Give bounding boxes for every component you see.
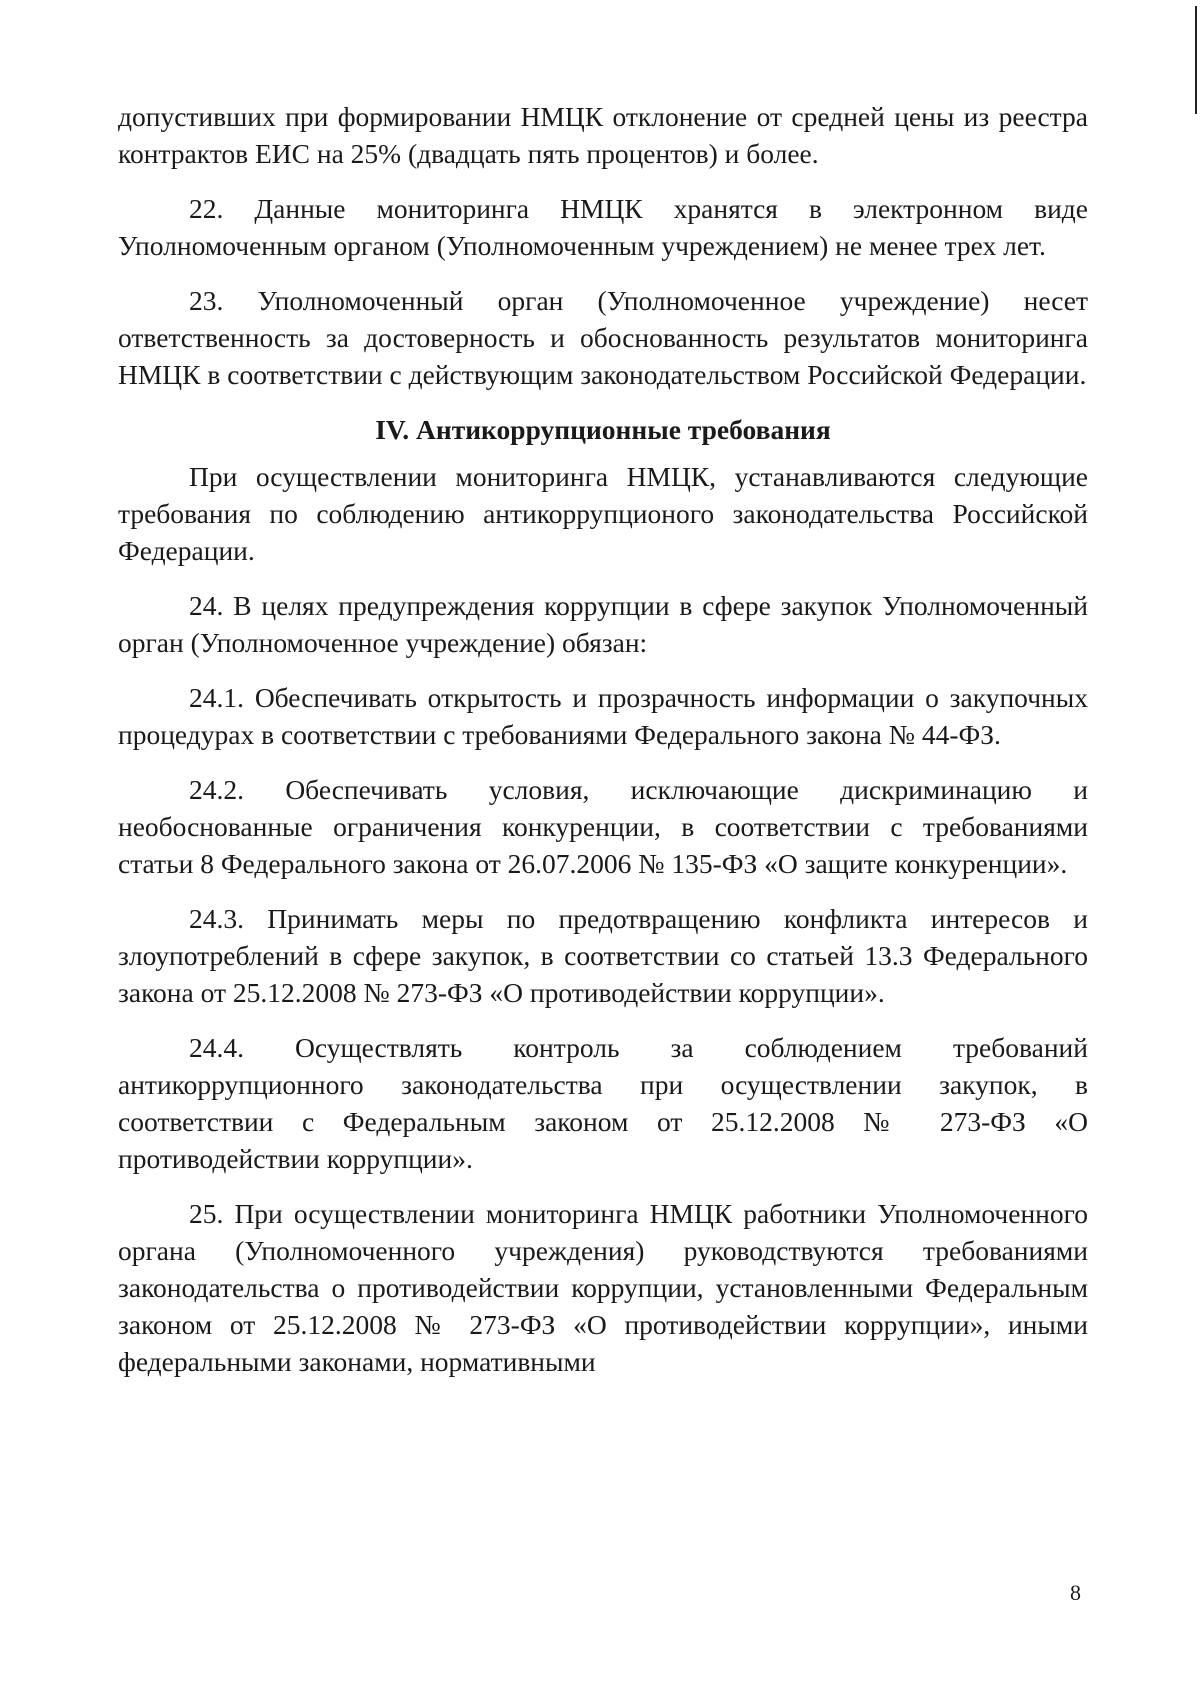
- paragraph-24-2: 24.2. Обеспечивать условия, исключающие дискриминацию и необоснованные ограничения конкуренции, в соответствии с требованиями статьи 8 Федерального закона от 26.07.2006 № 135-ФЗ «О защите конкуренции».: [118, 774, 1088, 879]
- paragraph-23: 23. Уполномоченный орган (Уполномоченное учреждение) несет ответственность за достоверность и обоснованность результатов мониторинга НМЦК в соответствии с действующим законодательством Российской Федерации.: [118, 285, 1088, 390]
- document-page: [118, 98, 1088, 1398]
- paragraph-25: 25. При осуществлении мониторинга НМЦК работники Уполномоченного органа (Уполномоченного учреждения) руководствуются требованиями законодательства о противодействии коррупции, установленными Федеральным законом от 25.12.2008 № 273-ФЗ «О противодействии коррупции», иными федеральными законами, нормативными: [118, 1198, 1088, 1377]
- paragraph-section-intro: При осуществлении мониторинга НМЦК, устанавливаются следующие требования по соблюдению антикоррупционого законодательства Российской Федерации.: [118, 461, 1088, 566]
- paragraph-24-1: 24.1. Обеспечивать открытость и прозрачность информации о закупочных процедурах в соответствии с требованиями Федерального закона № 44-ФЗ.: [118, 682, 1088, 750]
- paragraph-22: 22. Данные мониторинга НМЦК хранятся в электронном виде Уполномоченным органом (Уполномоченным учреждением) не менее трех лет.: [118, 193, 1088, 261]
- paragraph-24-4: 24.4. Осуществлять контроль за соблюдением требований антикоррупционного законодательства при осуществлении закупок, в соответствии с Федеральным законом от 25.12.2008 № 273-ФЗ «О противодействии коррупции».: [118, 1032, 1088, 1174]
- paragraph-24: 24. В целях предупреждения коррупции в сфере закупок Уполномоченный орган (Уполномоченное учреждение) обязан:: [118, 590, 1088, 658]
- scan-edge-line: [1195, 6, 1197, 114]
- paragraph-24-3: 24.3. Принимать меры по предотвращению конфликта интересов и злоупотреблений в сфере закупок, в соответствии со статьей 13.3 Федерального закона от 25.12.2008 № 273-ФЗ «О противодействии коррупции».: [118, 903, 1088, 1008]
- section-heading: IV. Антикоррупционные требования: [375, 414, 831, 445]
- paragraph-continuation: допустивших при формировании НМЦК отклонение от средней цены из реестра контрактов ЕИС на 25% (двадцать пять процентов) и более.: [118, 101, 1088, 169]
- page-number: 8: [1070, 1580, 1081, 1605]
